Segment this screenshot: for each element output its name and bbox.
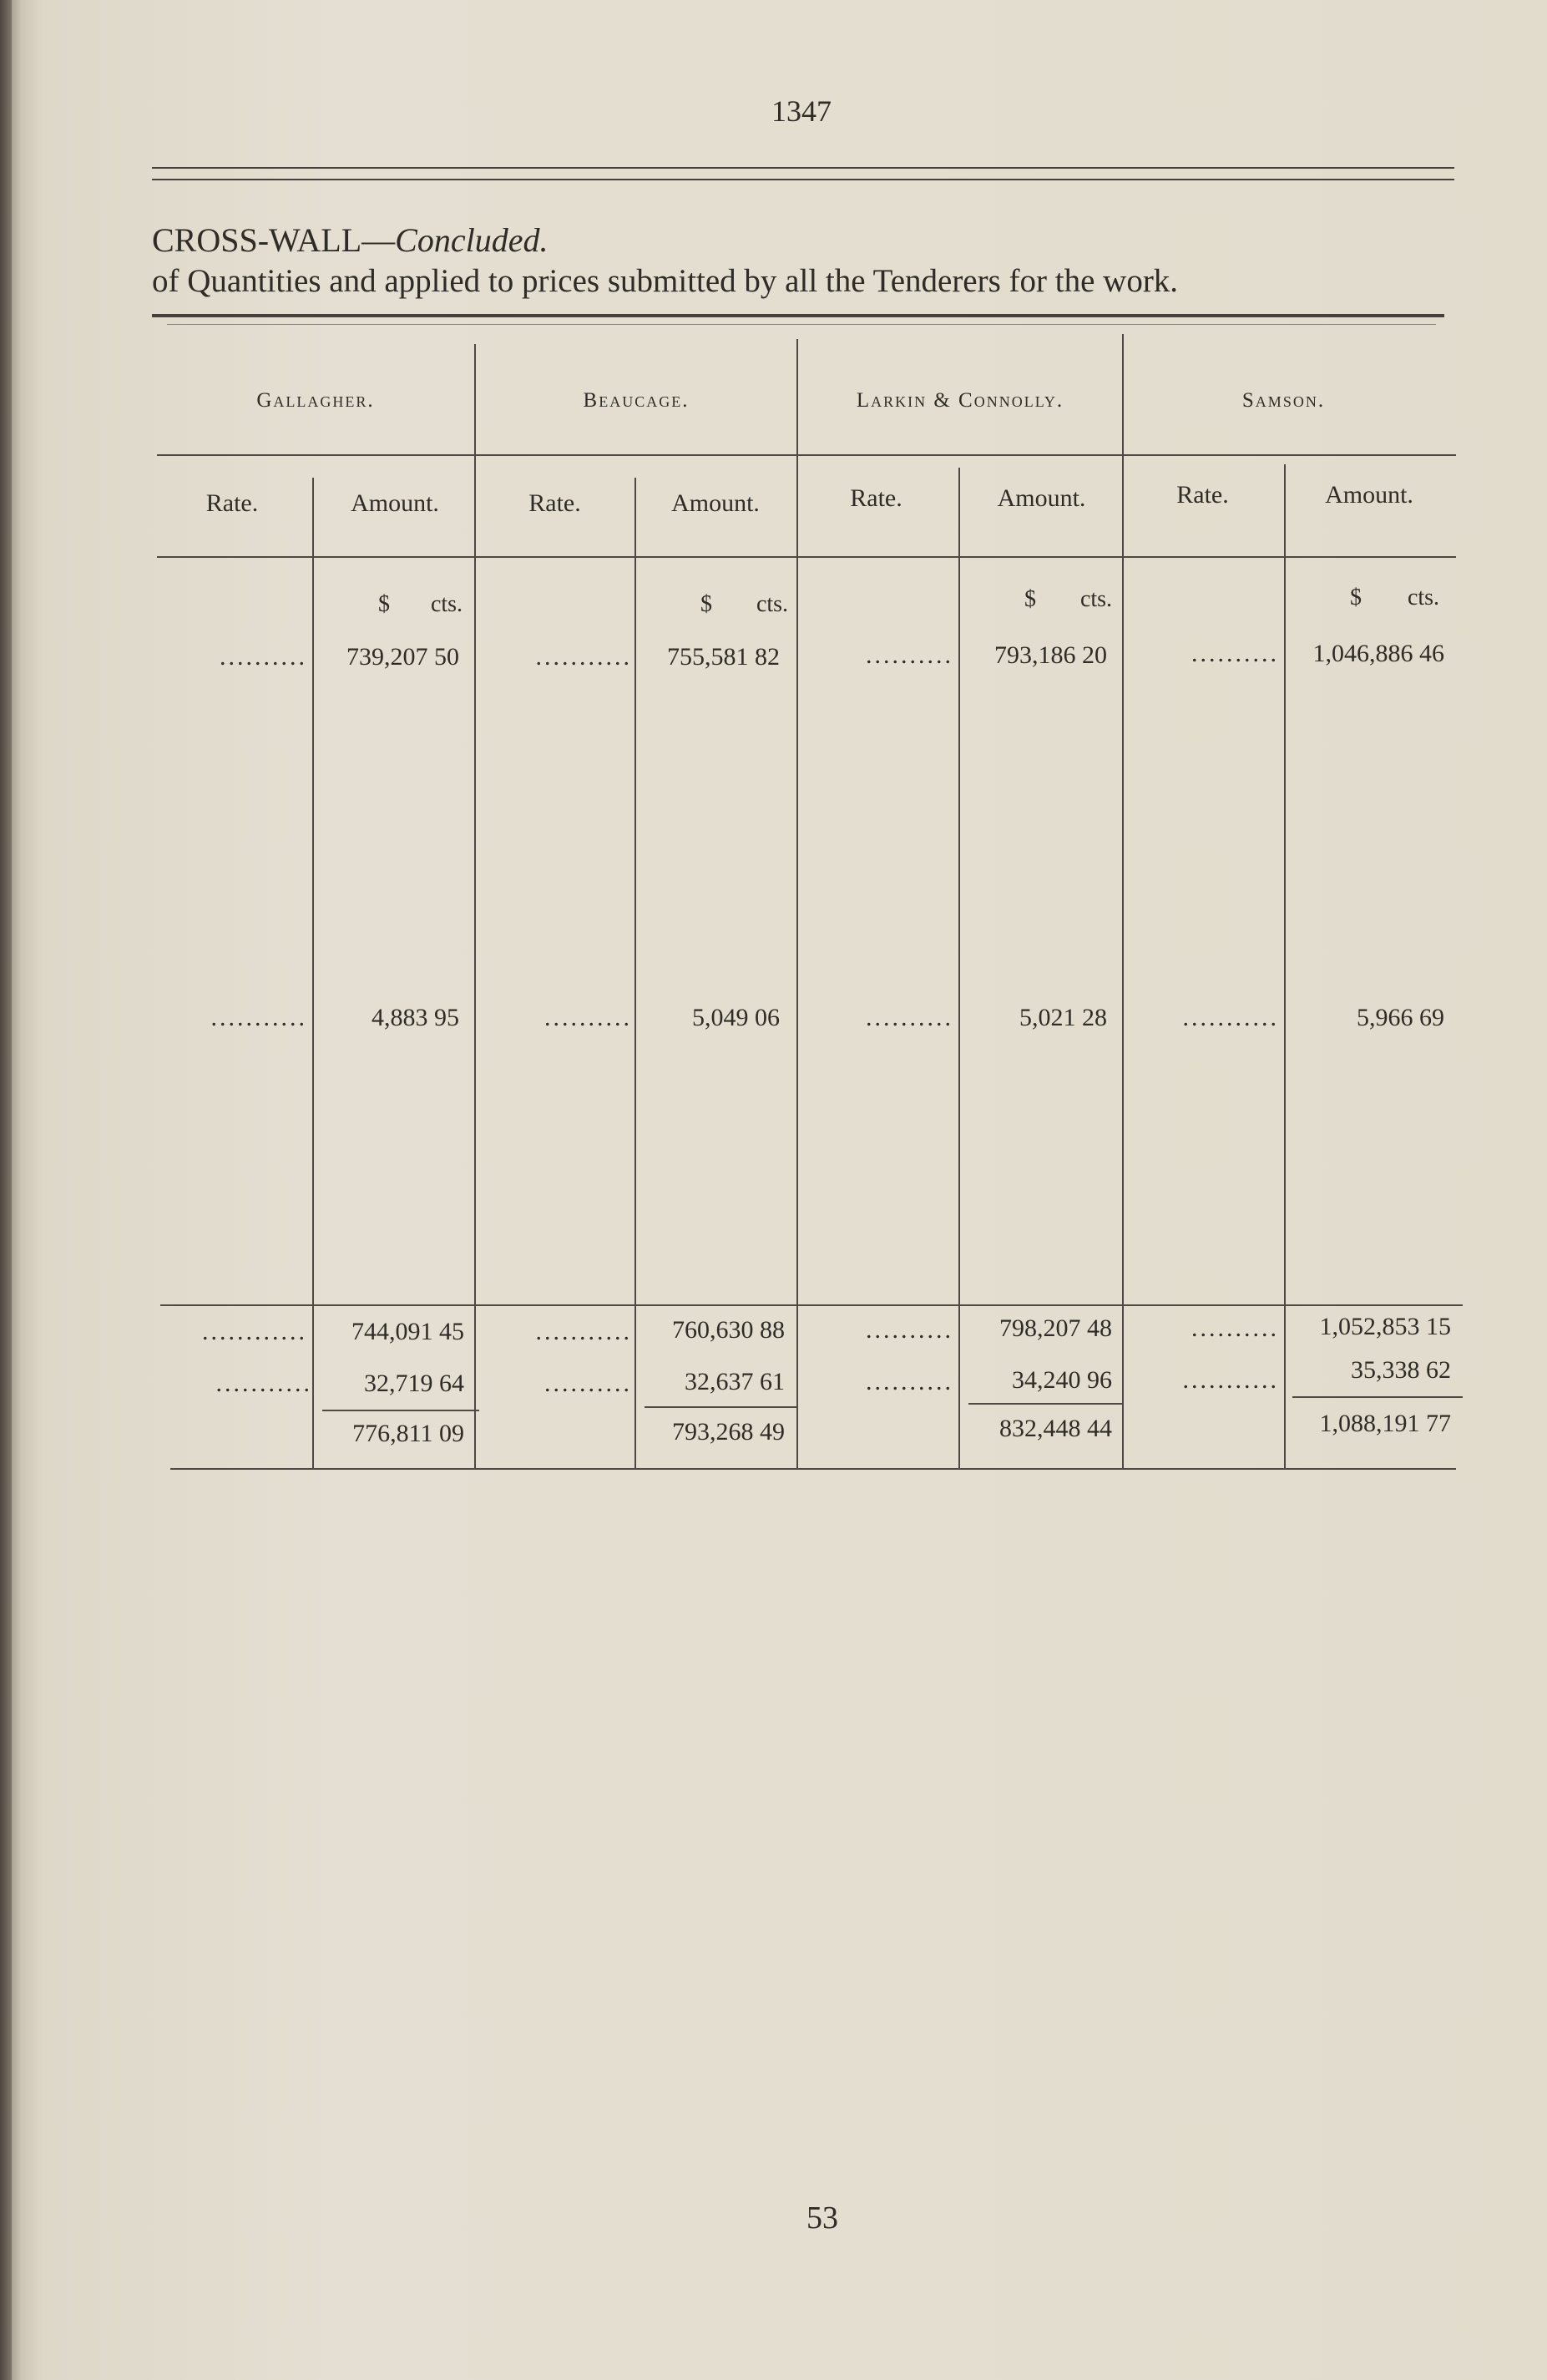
page-number: 1347 xyxy=(771,94,832,128)
samson-total-amount: 1,088,191 77 xyxy=(1319,1410,1451,1437)
samson-row2-leader: ........... xyxy=(1182,1004,1279,1031)
beaucage-addition-amount: 32,637 61 xyxy=(685,1368,785,1395)
samson-cents-unit: cts. xyxy=(1407,585,1440,610)
larkin-cents-unit: cts. xyxy=(1079,586,1113,612)
beaucage-row2-leader: .......... xyxy=(544,1004,632,1031)
beaucage-total-rule xyxy=(645,1406,798,1408)
gallagher-row2-amount: 4,883 95 xyxy=(372,1004,459,1031)
larkin-amount-header: Amount. xyxy=(997,484,1086,512)
larkin-addition-amount: 34,240 96 xyxy=(1012,1366,1112,1394)
larkin-rate-header: Rate. xyxy=(850,484,902,512)
beaucage-addition-leader: .......... xyxy=(544,1370,632,1397)
divider-gallagher-rate xyxy=(312,478,314,1468)
gallagher-subtotal-leader: ............ xyxy=(202,1318,307,1345)
beaucage-rate-header: Rate. xyxy=(528,489,581,517)
samson-rate-header: Rate. xyxy=(1176,481,1229,509)
samson-subtotal-amount: 1,052,853 15 xyxy=(1319,1313,1451,1340)
larkin-dollar-unit: $ xyxy=(1024,586,1036,612)
section-title-italic: Concluded. xyxy=(395,221,549,259)
gallagher-rate-leader: .......... xyxy=(220,643,307,671)
section-title-text: CROSS-WALL— xyxy=(152,221,396,259)
heading-rule xyxy=(152,314,1444,317)
larkin-row1-amount: 793,186 20 xyxy=(994,641,1107,669)
larkin-rate-leader: .......... xyxy=(866,641,953,669)
gallagher-cents-unit: cts. xyxy=(430,591,463,617)
larkin-addition-leader: .......... xyxy=(866,1368,953,1395)
beaucage-row2-amount: 5,049 06 xyxy=(692,1004,780,1031)
section-title xyxy=(152,220,548,260)
larkin-total-rule xyxy=(968,1403,1122,1405)
larkin-subtotal-leader: .......... xyxy=(866,1316,953,1344)
samson-dollar-unit: $ xyxy=(1350,585,1362,610)
table-top-rule xyxy=(167,324,1436,325)
divider-larkin-samson xyxy=(1122,334,1124,1468)
gallagher-dollar-unit: $ xyxy=(378,591,390,617)
samson-subtotal-leader: .......... xyxy=(1191,1314,1279,1342)
column-header-rule xyxy=(157,556,1456,558)
samson-total-rule xyxy=(1292,1396,1463,1398)
samson-addition-amount: 35,338 62 xyxy=(1351,1356,1451,1384)
beaucage-amount-header: Amount. xyxy=(671,489,760,517)
gallagher-row2-leader: ........... xyxy=(210,1004,307,1031)
samson-rate-leader: .......... xyxy=(1191,640,1279,667)
table-bottom-rule xyxy=(170,1468,1456,1470)
divider-samson-rate xyxy=(1284,464,1286,1468)
beaucage-cents-unit: cts. xyxy=(756,591,789,617)
samson-row2-amount: 5,966 69 xyxy=(1357,1004,1444,1031)
gallagher-rate-header: Rate. xyxy=(205,489,259,517)
beaucage-row1-amount: 755,581 82 xyxy=(667,643,780,671)
subtotal-rule xyxy=(160,1304,1463,1306)
gallagher-amount-header: Amount. xyxy=(351,489,439,517)
beaucage-total-amount: 793,268 49 xyxy=(672,1418,785,1446)
gallagher-row1-amount: 739,207 50 xyxy=(346,643,459,671)
beaucage-dollar-unit: $ xyxy=(700,591,712,617)
gallagher-addition-amount: 32,719 64 xyxy=(364,1370,464,1397)
footer-page-number: 53 xyxy=(806,2200,838,2236)
gallagher-total-amount: 776,811 09 xyxy=(352,1420,464,1447)
divider-beaucage-larkin xyxy=(796,339,798,1468)
top-rule xyxy=(152,167,1454,169)
beaucage-subtotal-leader: ........... xyxy=(535,1318,632,1345)
top-rule-2 xyxy=(152,179,1454,180)
gallagher-addition-leader: ........... xyxy=(215,1370,312,1397)
gallagher-total-rule xyxy=(322,1410,479,1411)
gallagher-subtotal-amount: 744,091 45 xyxy=(351,1318,464,1345)
larkin-total-amount: 832,448 44 xyxy=(999,1415,1112,1442)
divider-larkin-rate xyxy=(958,468,960,1468)
tenderer-samson: Samson. xyxy=(1241,389,1326,412)
group-rule xyxy=(157,454,1456,456)
divider-gallagher-beaucage xyxy=(474,344,476,1468)
beaucage-rate-leader: ........... xyxy=(535,643,632,671)
beaucage-subtotal-amount: 760,630 88 xyxy=(672,1316,785,1344)
divider-beaucage-rate xyxy=(634,478,636,1468)
tenderer-gallagher: Gallagher. xyxy=(256,389,375,412)
tenderer-larkin-connolly: Larkin & Connolly. xyxy=(856,389,1064,412)
samson-row1-amount: 1,046,886 46 xyxy=(1312,640,1444,667)
book-binding-edge xyxy=(0,0,12,2380)
larkin-subtotal-amount: 798,207 48 xyxy=(999,1314,1112,1342)
section-subtitle: of Quantities and applied to prices submitted by all the Tenderers for the work. xyxy=(152,263,1179,299)
larkin-row2-amount: 5,021 28 xyxy=(1019,1004,1107,1031)
samson-addition-leader: ........... xyxy=(1182,1366,1279,1394)
larkin-row2-leader: .......... xyxy=(866,1004,953,1031)
tenderer-beaucage: Beaucage. xyxy=(583,389,690,412)
samson-amount-header: Amount. xyxy=(1325,481,1413,509)
